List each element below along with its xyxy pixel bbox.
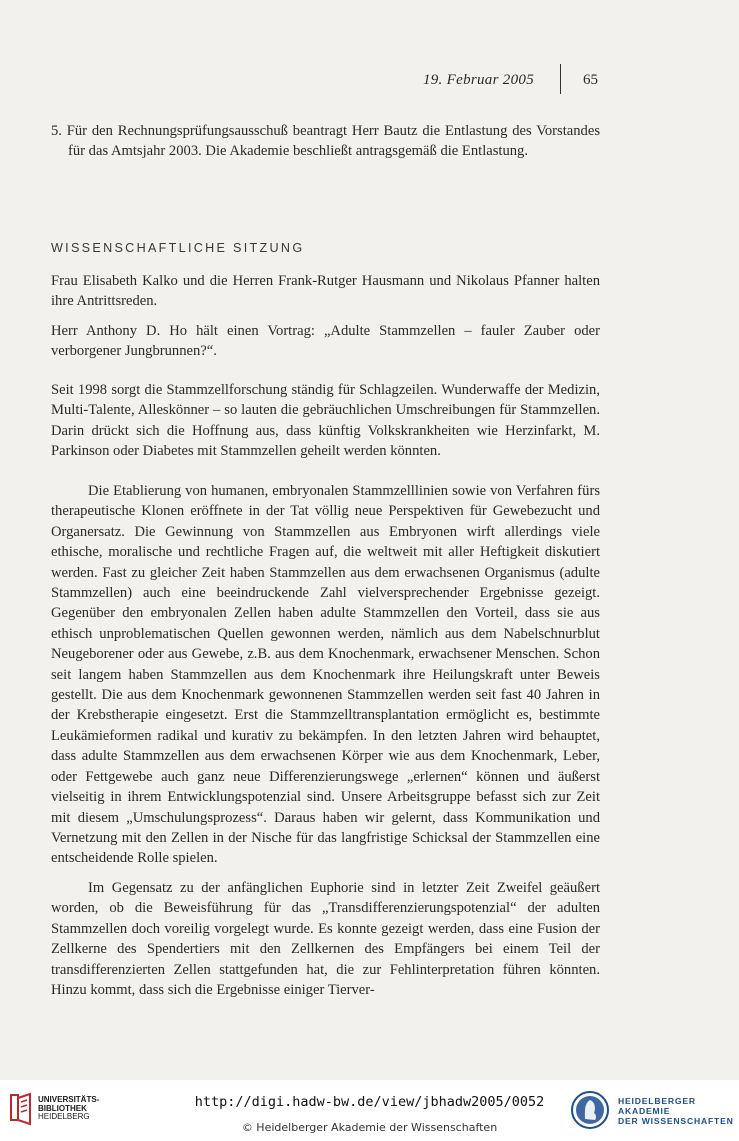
academy-line: DER WISSENSCHAFTEN [618,1116,734,1126]
library-line: UNIVERSITÄTS- [38,1095,100,1104]
library-line: BIBLIOTHEK [38,1103,87,1113]
paragraph-lecture: Herr Anthony D. Ho hält einen Vortrag: „Adulte Stammzellen – fauler Zauber oder verborgener Jungbrunnen?“. [51,323,600,360]
paragraph-inaugural: Frau Elisabeth Kalko und die Herren Frank-Rutger Hausmann und Nikolaus Pfanner halten ihre Antrittsreden. [51,273,600,310]
header-divider [560,64,561,94]
header-date: 19. Februar 2005 [422,72,534,88]
library-line: HEIDELBERG [38,1112,90,1121]
paragraph-contrast: Im Gegensatz zu der anfänglichen Euphorie sind in letzter Zeit Zweifel geäußert worden, ob die Beweisführung für das „Transdifferenzierungspotenzial“ der adulten Stammzellen doch voreilig vorgelegt wurde. Es konnte gezeigt werden, dass eine Fusion der Zellkerne des Spendertiers mit den Zellkernen des Empfängers bei einem Teil der transdifferenzierten Zellen stattgefunden hat, die zur Fehlinterpretation führen könnten. Hinzu kommt, dass sich die Ergebnisse einiger Tierver- [51,880,600,999]
academy-line: HEIDELBERGER AKADEMIE [618,1096,696,1116]
academy-name [618,1096,739,1126]
permalink-url[interactable]: http://digi.hadw-bw.de/view/jbhadw2005/0052 [194,1094,545,1110]
digitization-footer [0,1080,739,1141]
copyright-notice: © Heidelberger Akademie der Wissenschaften [241,1121,498,1134]
running-header [0,72,739,94]
paragraph-intro: Seit 1998 sorgt die Stammzellforschung ständig für Schlagzeilen. Wunderwaffe der Medizin, Multi-Talente, Alleskönner – so lauten die gebräuchlichen Umschreibungen für Stammzellen. Darin drückt sich die Hoffnung aus, dass künftig Volkskrankheiten wie Herzinfarkt, M. Parkinson oder Diabetes mit Stammzellen geheilt werden könnten. [51,382,600,460]
page-number: 65 [583,72,598,88]
academy-seal-icon [570,1089,610,1131]
paragraph-establishment: Die Etablierung von humanen, embryonalen Stammzelllinien sowie von Verfahren fürs therapeutische Klonen eröffnete in der Tat völlig neue Perspektiven für Gewebezucht und Organersatz. Die Gewinnung von Stammzellen aus Embryonen wirft allerdings viele ethische, moralische und rechtliche Fragen auf, die weltweit mit aller Heftigkeit diskutiert werden. Fast zu gleicher Zeit haben Stammzellen aus dem erwachsenen Organismus (adulte Stammzellen) auch eine beeindruckende Zahl vielversprechender Ergebnisse gezeigt. Gegenüber den embryonalen Zellen haben adulte Stammzellen den Vorteil, dass sie aus ethisch unproblematischen Quellen gewonnen werden, nämlich aus dem Nabelschnurblut Neugeborener oder aus Gewebe, z.B. aus dem Knochenmark, erwachsener Menschen. Schon seit langem haben Stammzellen aus dem Knochenmark ihre Heilungskraft unter Beweis gestellt. Die aus dem Knochenmark gewonnenen Stammzellen werden seit fast 40 Jahren in der Krebstherapie eingesetzt. Erst die Stammzelltransplantation ermöglicht es, bestimmte Leukämieformen radikal und kurativ zu bekämpfen. In den letzten Jahren wird behauptet, dass adulte Stammzellen aus dem erwachsenen Körper wie aus dem Knochenmark, Leber, oder Fettgewebe auch ganz neue Differenzierungswege „erlernen“ können und äußerst vielseitig in ihrem Entwicklungspotenzial sind. Unsere Arbeitsgruppe befasst sich zur Zeit mit diesem „Umschulungsprozess“. Daraus haben wir gelernt, dass Kommunikation und Vernetzung mit den Zellen in der Nische für das langfristige Schicksal der Stammzellen eine entscheidende Rolle spielen. [51,483,600,867]
agenda-item-5: 5. Für den Rechnungsprüfungsausschuß beantragt Herr Bautz die Entlastung des Vorstandes für das Amtsjahr 2003. Die Akademie beschließt antragsgemäß die Entlastung. [51,123,600,160]
section-heading: WISSENSCHAFTLICHE SITZUNG [51,241,305,255]
